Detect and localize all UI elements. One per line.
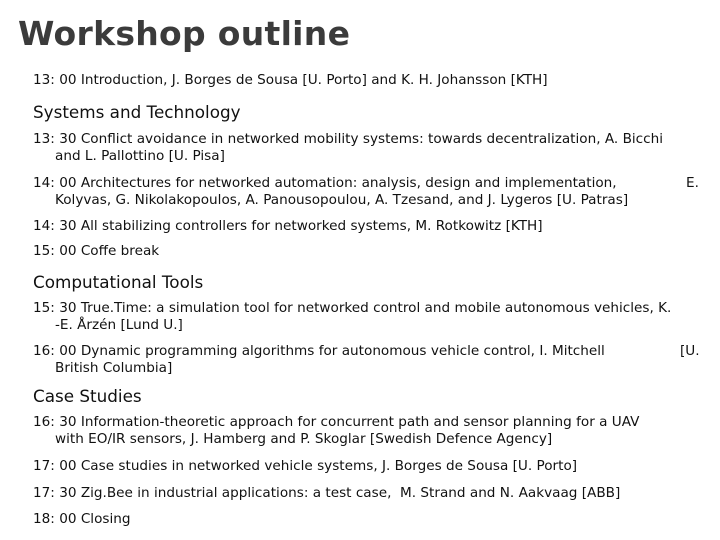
agenda-intro: 13: 00 Introduction, J. Borges de Sousa [U. Porto] and K. H. Johansson [KTH] [33, 72, 548, 88]
section-heading-systems: Systems and Technology [33, 102, 241, 122]
agenda-item-line1: 16: 30 Information-theoretic approach for concurrent path and sensor planning for a UAV [33, 414, 640, 430]
agenda-item-line1: 14: 00 Architectures for networked automation: analysis, design and implementation, [33, 175, 617, 191]
agenda-item-line1: 15: 00 Coffe break [33, 243, 160, 259]
agenda-item-line1: 17: 00 Case studies in networked vehicle systems, J. Borges de Sousa [U. Porto] [33, 458, 578, 474]
agenda-item-line1: 13: 30 Conflict avoidance in networked mobility systems: towards decentralization, A. Bicchi [33, 131, 664, 147]
agenda-item-line2: Kolyvas, G. Nikolakopoulos, A. Panousopoulou, A. Tzesand, and J. Lygeros [U. Patras] [55, 192, 629, 208]
agenda-item-line2: -E. Årzén [Lund U.] [55, 317, 183, 333]
agenda-item-line1: 18: 00 Closing [33, 511, 131, 527]
section-heading-computational: Computational Tools [33, 272, 204, 292]
agenda-item-line2: British Columbia] [55, 360, 173, 376]
agenda-item-line1: 16: 00 Dynamic programming algorithms for autonomous vehicle control, I. Mitchell [33, 343, 605, 359]
agenda-item-tail: [U. [680, 343, 700, 359]
agenda-item-line2: with EO/IR sensors, J. Hamberg and P. Skoglar [Swedish Defence Agency] [55, 431, 553, 447]
agenda-item-tail: E. [686, 175, 699, 191]
section-heading-case-studies: Case Studies [33, 386, 142, 406]
agenda-item-line2: and L. Pallottino [U. Pisa] [55, 148, 225, 164]
agenda-item-line1: 15: 30 True.Time: a simulation tool for networked control and mobile autonomous vehicles, K. [33, 300, 672, 316]
agenda-item-line1: 17: 30 Zig.Bee in industrial applications: a test case, M. Strand and N. Aakvaag [ABB] [33, 485, 621, 501]
slide-title: Workshop outline [18, 14, 351, 53]
agenda-item-line1: 14: 30 All stabilizing controllers for networked systems, M. Rotkowitz [KTH] [33, 218, 543, 234]
